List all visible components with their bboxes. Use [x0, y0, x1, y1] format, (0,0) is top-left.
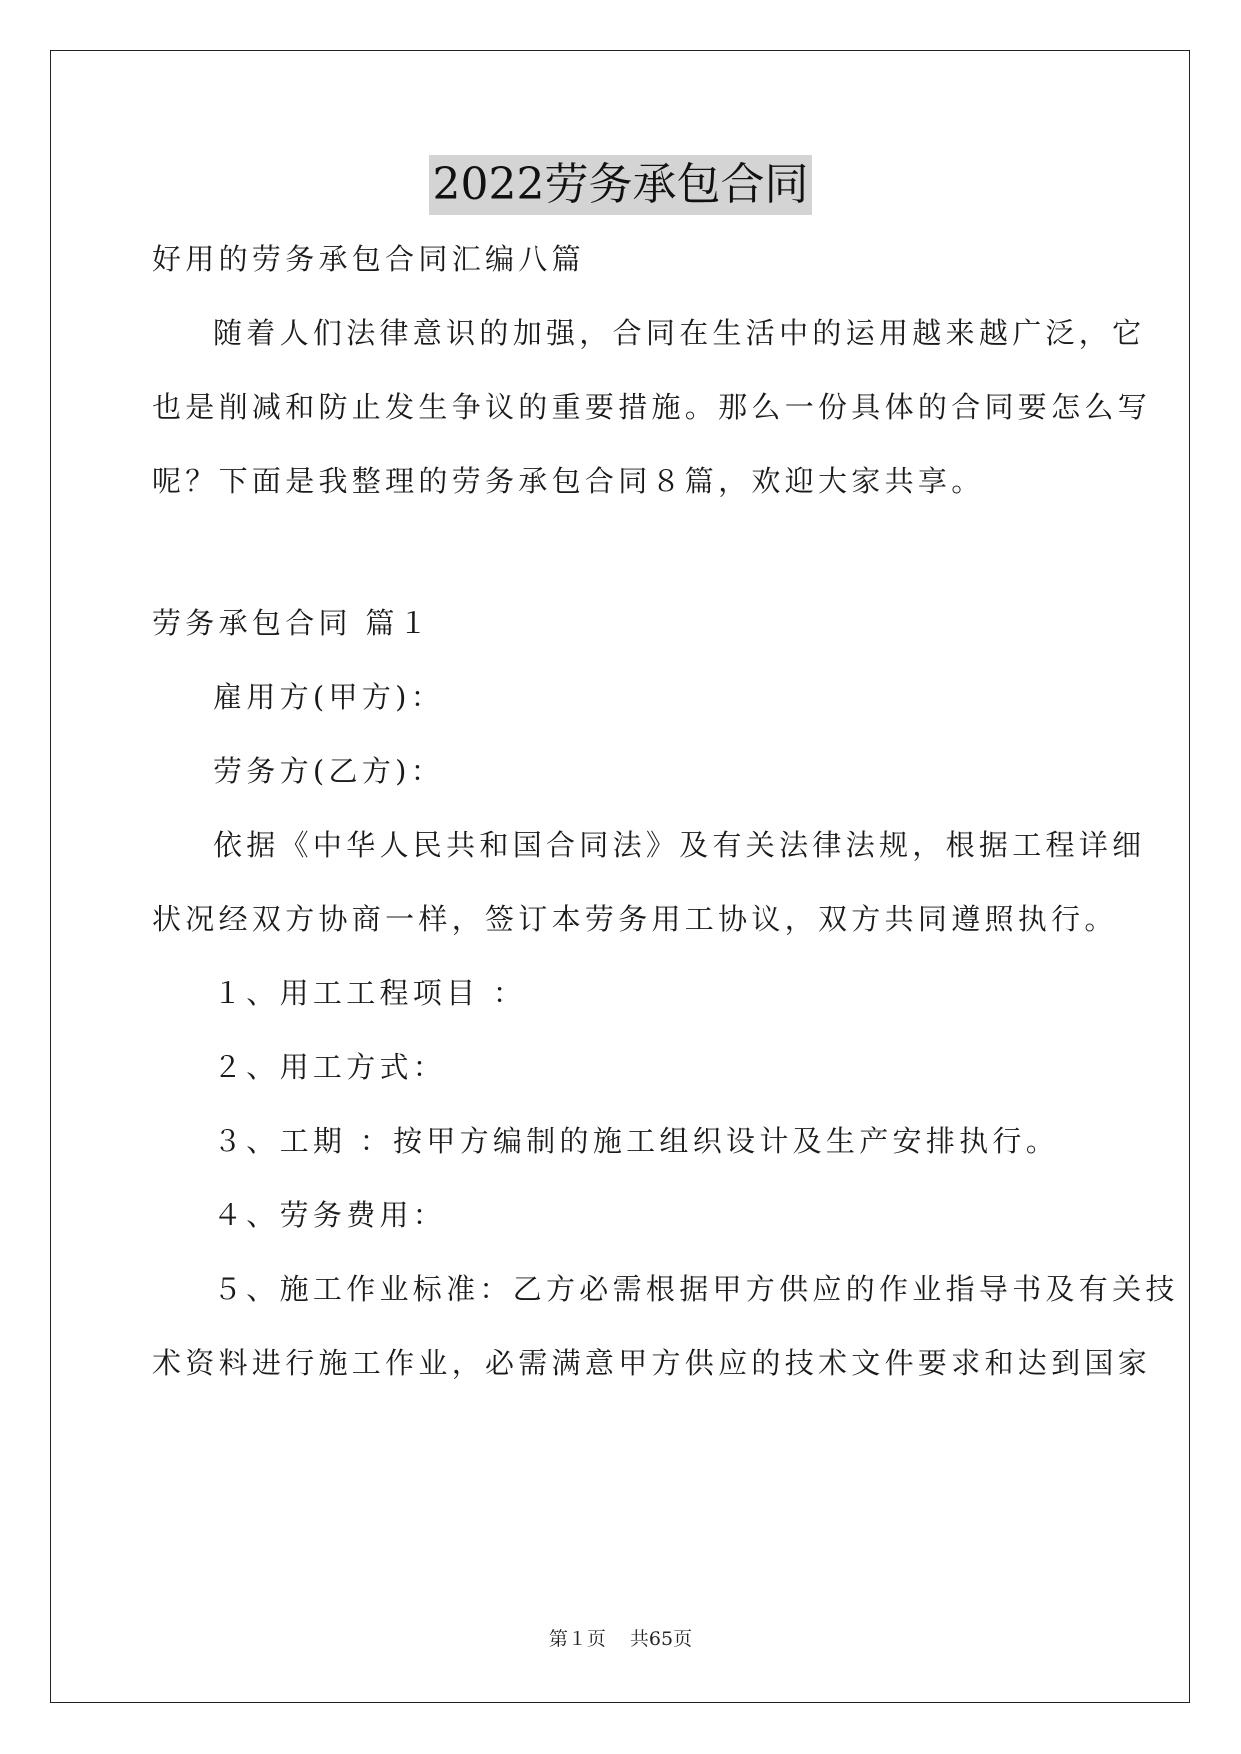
clause-1: １、用工工程项目 ： [213, 976, 527, 1010]
intro-line-1: 随着人们法律意识的加强，合同在生活中的运用越来越广泛，它 [213, 316, 1146, 350]
page-total: 共65页 [629, 1628, 693, 1650]
document-title: 2022劳务承包合同 [429, 155, 813, 215]
clause-5: ５、施工作业标准：乙方必需根据甲方供应的作业指导书及有关技 [213, 1272, 1179, 1306]
title-container [0, 155, 1241, 215]
intro-line-3: 呢？下面是我整理的劳务承包合同８篇，欢迎大家共享。 [152, 464, 985, 498]
page-border [50, 50, 1190, 1703]
party-b-line: 劳务方(乙方)： [213, 754, 445, 788]
intro-line-2: 也是削减和防止发生争议的重要措施。那么一份具体的合同要怎么写 [152, 390, 1152, 424]
page-footer [0, 1626, 1241, 1652]
basis-line-2: 状况经双方协商一样，签订本劳务用工协议，双方共同遵照执行。 [152, 902, 1118, 936]
clause-5-continuation: 术资料进行施工作业，必需满意甲方供应的技术文件要求和达到国家 [152, 1346, 1152, 1380]
clause-4: ４、劳务费用： [213, 1198, 447, 1232]
party-a-line: 雇用方(甲方)： [213, 680, 445, 714]
section-heading: 劳务承包合同 篇１ [152, 606, 432, 640]
basis-line-1: 依据《中华人民共和国合同法》及有关法律法规，根据工程详细 [213, 828, 1146, 862]
document-subtitle: 好用的劳务承包合同汇编八篇 [152, 242, 585, 276]
clause-2: ２、用工方式： [213, 1050, 447, 1084]
page-number: 第１页 [548, 1628, 606, 1650]
clause-3: ３、工期 ：按甲方编制的施工组织设计及生产安排执行。 [213, 1124, 1060, 1158]
